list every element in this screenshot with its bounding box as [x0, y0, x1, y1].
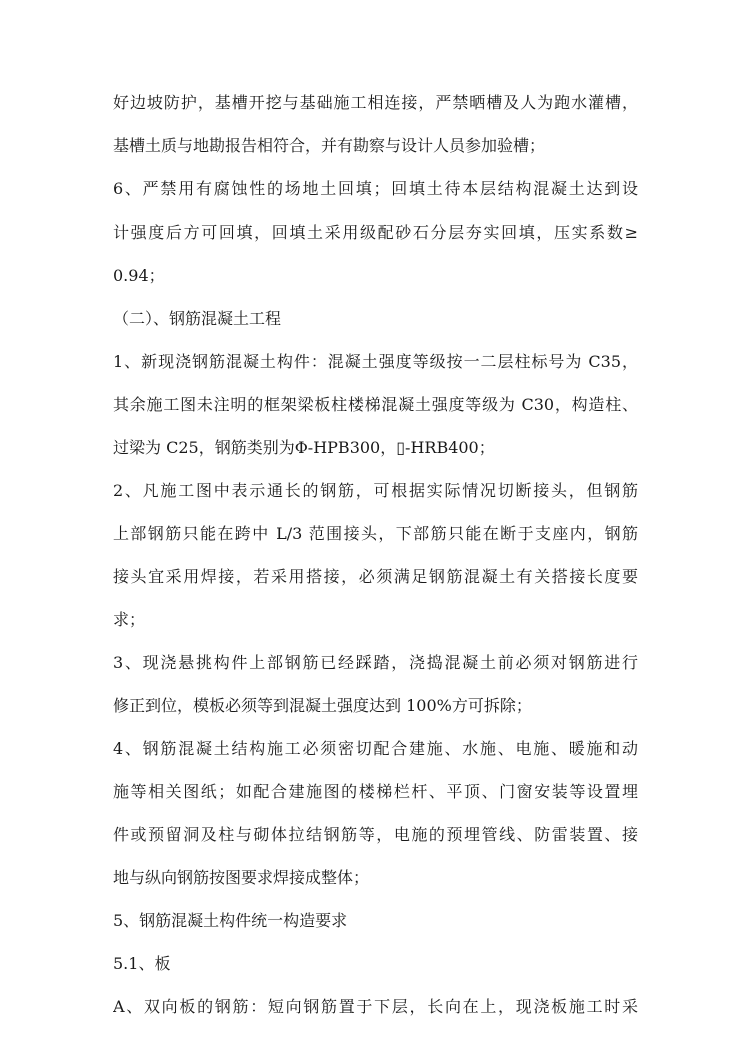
text-line: 地与纵向钢筋按图要求焊接成整体； — [113, 868, 370, 887]
text-line: 6、严禁用有腐蚀性的场地土回填；回填土待本层结构混凝土达到设 — [113, 179, 638, 198]
text-line: 其余施工图未注明的框架梁板柱楼梯混凝土强度等级为 C30，构造柱、 — [113, 395, 638, 414]
text-line: 5.1、板 — [113, 954, 171, 973]
section-heading: （二）、钢筋混凝土工程 — [113, 309, 282, 328]
text-line: 好边坡防护，基槽开挖与基础施工相连接，严禁晒槽及人为跑水灌槽， — [113, 93, 638, 112]
text-line: 0.94； — [113, 266, 165, 285]
text-line: 件或预留洞及柱与砌体拉结钢筋等，电施的预埋管线、防雷装置、接 — [113, 825, 638, 844]
text-line: 施等相关图纸；如配合建施图的楼梯栏杆、平顶、门窗安装等设置埋 — [113, 782, 638, 801]
text-line: 求； — [113, 610, 146, 629]
text-line: 基槽土质与地勘报告相符合，并有勘察与设计人员参加验槽； — [113, 136, 546, 155]
text-line: 5、钢筋混凝土构件统一构造要求 — [113, 911, 348, 930]
text-line: A、双向板的钢筋：短向钢筋置于下层，长向在上，现浇板施工时采 — [113, 997, 638, 1016]
text-line: 2、凡施工图中表示通长的钢筋，可根据实际情况切断接头，但钢筋 — [113, 481, 638, 500]
text-line: 修正到位，模板必须等到混凝土强度达到 100%方可拆除； — [113, 696, 532, 715]
text-line: 上部钢筋只能在跨中 L/3 范围接头，下部筋只能在断于支座内，钢筋 — [113, 524, 638, 543]
text-line: 4、钢筋混凝土结构施工必须密切配合建施、水施、电施、暖施和动 — [113, 739, 638, 758]
text-line: 接头宜采用焊接，若采用搭接，必须满足钢筋混凝土有关搭接长度要 — [113, 567, 638, 586]
text-line: 过梁为 C25，钢筋类别为Φ-HPB300，▯-HRB400； — [113, 438, 495, 457]
text-line: 计强度后方可回填，回填土采用级配砂石分层夯实回填，压实系数≥ — [113, 223, 638, 242]
text-line: 1、新现浇钢筋混凝土构件：混凝土强度等级按一二层柱标号为 C35， — [113, 352, 638, 371]
text-line: 3、现浇悬挑构件上部钢筋已经踩踏，浇捣混凝土前必须对钢筋进行 — [113, 653, 638, 672]
